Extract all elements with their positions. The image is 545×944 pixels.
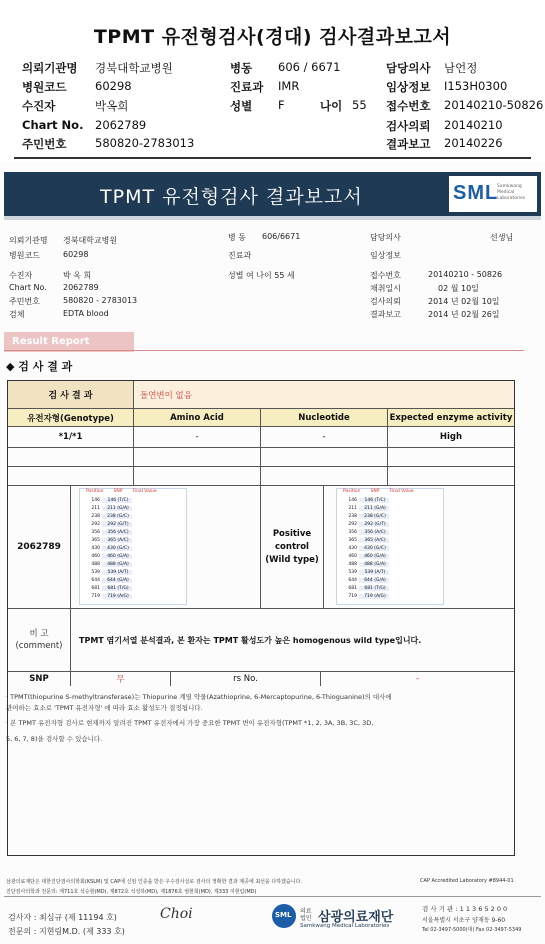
col-nucleotide: Nucleotide — [261, 409, 388, 426]
table-row — [8, 467, 514, 486]
scan-ward-label: 병 동 — [228, 233, 246, 242]
lab-address: 서울특별시 서초구 양재동 9-60 — [422, 917, 506, 924]
result-report-tab: Result Report — [4, 332, 134, 352]
sequence-cell: 644 (G/A) — [359, 578, 389, 583]
sequence-cell: 292 — [348, 521, 357, 527]
scan-specimen-value: EDTA blood — [63, 309, 109, 318]
sequence-cell: 539 (A/T) — [359, 570, 389, 575]
doctor-label: 담당의사 — [386, 61, 431, 75]
scan-request-value: 2014 년 02월 10일 — [428, 297, 500, 306]
footer-certification: 삼광의료재단은 대한진단검사의학회(KSLM) 및 CAP에 신임 인증을 받은 우수검사실로 검사의 정확한 결과 제공에 최선을 다하겠습니다. — [6, 879, 302, 885]
scan-ward-value: 606/6671 — [262, 232, 301, 241]
comment-label: 비 고 (comment) — [8, 609, 71, 671]
results-table — [7, 380, 515, 856]
sequence-row-item — [337, 568, 443, 576]
sequence-row-item — [337, 584, 443, 592]
genotype-value: *1/*1 — [8, 427, 134, 447]
note-line: 5, 6, 7, 8)을 검사할 수 있습니다. — [6, 735, 103, 743]
sequence-cell: 211 (G/A) — [359, 506, 389, 511]
sequence-cell: 211 (G/A) — [102, 506, 132, 511]
ward-label: 병동 — [230, 61, 253, 75]
sequence-cell: 238 — [348, 513, 357, 519]
empty-cell — [8, 467, 134, 485]
sequence-row-item — [80, 584, 186, 592]
sequence-panel-header — [80, 489, 186, 496]
sequence-cell: 356 — [348, 529, 357, 535]
footer-physicians: 진단검사의학과 전문의: 제711호 석승현(MD), 제872호 석성하(MD), 제1876호 엄현희(MD), 제333 지현림(MD) — [6, 889, 257, 895]
sequence-cell: 539 — [348, 569, 357, 575]
enzyme-activity-value: High — [439, 432, 463, 442]
sequence-row-item — [80, 496, 186, 504]
sequence-row — [8, 486, 514, 609]
scan-rrn-value: 580820 - 2783013 — [63, 296, 138, 305]
snp-value: 무 — [71, 672, 171, 686]
scan-dept-label: 진료과 — [228, 251, 252, 260]
rs-no-label: rs No. — [171, 672, 321, 686]
sequence-cell: 539 (A/T) — [102, 570, 132, 575]
sequence-cell: 719 — [348, 593, 357, 599]
chart-no-value: 2062789 — [95, 118, 147, 132]
lab-reg-no: 검 사 기 관 : 1 1 3 6 5 2 0 0 — [422, 905, 508, 913]
scan-accession-label: 접수번호 — [370, 271, 401, 280]
sequence-cell: 539 — [91, 569, 100, 575]
rrn-value: 580820-2783013 — [95, 136, 195, 150]
sequence-cell: 146 — [348, 497, 357, 503]
sequence-row-item — [80, 592, 186, 600]
lab-phone: Tel 02-3497-5000(대) Fax 02-3497-5349 — [422, 927, 522, 933]
sequence-header-cell: SNP — [370, 489, 380, 494]
request-date-label: 검사의뢰 — [386, 119, 431, 133]
sex-value: F — [278, 98, 285, 112]
scan-sex-age: 성별 여 나이 55 세 — [228, 271, 295, 280]
sequence-row-item — [80, 504, 186, 512]
sequence-row-item — [337, 520, 443, 528]
sequence-cell: 238 (G/C) — [102, 514, 132, 519]
sequence-cell: 488 — [348, 561, 357, 567]
sequence-cell: 681 — [91, 585, 100, 591]
scan-report-label: 결과보고 — [370, 310, 401, 319]
snp-row — [8, 672, 514, 686]
sample-sequence-panel — [79, 488, 187, 605]
sequence-row-item — [80, 528, 186, 536]
sequence-cell: 211 — [91, 505, 100, 511]
control-sequence-panel — [336, 488, 444, 605]
empty-cell — [388, 448, 514, 466]
sequence-cell: 211 — [348, 505, 357, 511]
scan-code-label: 병원코드 — [9, 251, 40, 260]
scan-collect-label: 채취일시 — [370, 284, 401, 293]
empty-cell — [134, 467, 261, 485]
patient-label: 수진자 — [22, 99, 56, 113]
sequence-cell: 644 — [348, 577, 357, 583]
sequence-cell: 430 (G/C) — [102, 546, 132, 551]
report-date-label: 결과보고 — [386, 137, 431, 151]
sequence-cell: 365 — [348, 537, 357, 543]
hospital-code-label: 병원코드 — [22, 80, 67, 94]
sequence-row-item — [80, 552, 186, 560]
comment-text: TPMT 염기서열 분석결과, 본 환자는 TPMT 활성도가 높은 homogenous wild type입니다. — [79, 635, 422, 645]
samkwang-logo-mark: SML — [275, 911, 292, 919]
sequence-row-item — [80, 520, 186, 528]
sequence-cell: 356 (A/C) — [102, 530, 132, 535]
sequence-cell: 460 (G/A) — [102, 554, 132, 559]
age-value: 55 — [352, 98, 367, 112]
footer-divider — [4, 896, 541, 897]
sequence-cell: 681 — [348, 585, 357, 591]
sequence-row-item — [80, 536, 186, 544]
scanned-report — [0, 162, 545, 944]
scan-report-value: 2014 년 02월 26일 — [428, 310, 500, 319]
sequence-header-cell: SNP — [113, 489, 123, 494]
scan-code-value: 60298 — [63, 250, 89, 259]
sequence-cell: 681 (T/G) — [359, 586, 389, 591]
rs-no-value: - — [415, 674, 420, 684]
scan-doctor-value: 선생님 — [490, 233, 514, 242]
note-line: · 본 TPMT 유전자형 검사로 현재까지 알려진 TPMT 유전자에서 가장 중요한 TPMT 변이 유전자형(TPMT *1, 2, 3A, 3B, 3C, 3D, — [6, 719, 374, 727]
clinical-info-value: I153H0300 — [444, 79, 508, 93]
sex-label: 성별 — [230, 99, 253, 113]
chart-no-label: Chart No. — [22, 118, 84, 132]
sml-logo-subtitle: Samkwang Medical Laboratories — [497, 184, 526, 201]
scan-rrn-label: 주민번호 — [9, 297, 40, 306]
empty-cell — [261, 467, 388, 485]
sequence-panel-header — [337, 489, 443, 496]
confirmer: 전문의 : 지현림M.D. (제 333 호) — [8, 927, 125, 936]
page-title: TPMT 유전형검사(경대) 검사결과보고서 — [93, 26, 452, 48]
section-title: ◆ 검 사 결 과 — [6, 360, 73, 373]
clinical-info-label: 임상정보 — [386, 80, 431, 94]
sequence-cell: 146 — [91, 497, 100, 503]
result-label: 검 사 결 과 — [8, 381, 134, 408]
note-line: 관여하는 효소로 'TPMT 유전자형' 에 따라 효소 활성도가 결정됩니다. — [6, 704, 203, 712]
amino-acid-value: - — [134, 427, 261, 447]
sequence-row-item — [337, 536, 443, 544]
report-banner — [4, 172, 541, 220]
table-header-row — [8, 409, 514, 427]
sequence-row-item — [337, 528, 443, 536]
sml-logo: SML — [453, 182, 499, 204]
sequence-header-cell: Position — [343, 489, 361, 494]
positive-control-label: Positive control (Wild type) — [261, 486, 324, 608]
nucleotide-value: - — [261, 427, 388, 447]
sequence-header-cell: Final Value — [389, 489, 414, 494]
sml-logo-box — [449, 176, 537, 212]
sequence-cell: 488 (G/A) — [359, 562, 389, 567]
sequence-cell: 292 — [91, 521, 100, 527]
sequence-header-cell: Position — [86, 489, 104, 494]
note-line: · TPMT(thiopurine S-methyltransferase)는 Thiopurine 계열 약물(Azathioprine, 6-Mercaptopurine, 6-Thioguanine)의 대사에 — [6, 693, 392, 701]
patient-value: 박옥희 — [95, 99, 129, 113]
empty-cell — [388, 467, 514, 485]
empty-cell — [134, 448, 261, 466]
sequence-cell: 365 (A/C) — [359, 538, 389, 543]
hospital-value: 경북대학교병원 — [95, 61, 173, 75]
result-value: 돌연변이 없음 — [134, 381, 514, 408]
sequence-row-item — [80, 512, 186, 520]
empty-cell — [8, 448, 134, 466]
scan-accession-value: 20140210 - 50826 — [428, 270, 503, 279]
scan-hospital-value: 경북대학교병원 — [63, 236, 118, 245]
control-sequence-cell — [324, 486, 514, 608]
sequence-row-item — [80, 560, 186, 568]
sequence-row-item — [80, 576, 186, 584]
org-prefix: 의료 법인 — [300, 908, 312, 922]
sample-id: 2062789 — [8, 486, 71, 608]
sequence-cell: 719 (A/G) — [102, 594, 132, 599]
table-row — [8, 448, 514, 467]
col-amino-acid: Amino Acid — [134, 409, 261, 426]
sequence-row-item — [337, 504, 443, 512]
header-divider — [14, 157, 531, 159]
scan-patient-label: 수진자 — [9, 271, 33, 280]
col-genotype: 유전자형(Genotype) — [8, 409, 134, 426]
report-banner-title: TPMT 유전형검사 결과보고서 — [100, 186, 363, 208]
sequence-cell: 292 (G/T) — [102, 522, 132, 527]
sequence-row-item — [337, 560, 443, 568]
scan-clinical-label: 임상정보 — [370, 251, 401, 260]
age-label: 나이 — [320, 99, 343, 113]
sequence-cell: 460 — [91, 553, 100, 559]
org-name-en: Samkwang Medical Laboratories — [300, 923, 390, 929]
examiner: 검사자 : 최심규 (제 11194 호) — [8, 913, 117, 922]
sequence-cell: 644 (G/A) — [102, 578, 132, 583]
sequence-cell: 430 — [348, 545, 357, 551]
sequence-cell: 430 (G/C) — [359, 546, 389, 551]
sequence-cell: 644 — [91, 577, 100, 583]
sequence-row-item — [337, 552, 443, 560]
ward-value: 606 / 6671 — [278, 60, 341, 74]
sequence-cell: 356 (A/C) — [359, 530, 389, 535]
sequence-row-item — [80, 568, 186, 576]
sequence-cell: 460 (G/A) — [359, 554, 389, 559]
accession-label: 접수번호 — [386, 99, 431, 113]
sequence-cell: 719 — [91, 593, 100, 599]
doctor-value: 남언정 — [444, 61, 478, 75]
hospital-label: 의뢰기관명 — [22, 61, 78, 75]
sequence-row-item — [337, 592, 443, 600]
request-date-value: 20140210 — [444, 118, 503, 132]
scan-request-label: 검사의뢰 — [370, 297, 401, 306]
sequence-cell: 365 (A/C) — [102, 538, 132, 543]
report-date-value: 20140226 — [444, 136, 503, 150]
org-name: 삼광의료재단 — [318, 910, 394, 925]
scan-doctor-label: 담당의사 — [370, 233, 401, 242]
samkwang-logo-icon — [272, 904, 296, 928]
dept-label: 진료과 — [230, 80, 264, 94]
scan-chart-label: Chart No. — [9, 283, 47, 292]
sequence-cell: 460 — [348, 553, 357, 559]
sequence-cell: 238 (G/C) — [359, 514, 389, 519]
dept-value: IMR — [278, 79, 300, 93]
sequence-cell: 488 — [91, 561, 100, 567]
snp-label: SNP — [8, 672, 71, 686]
sequence-header-cell: Final Value — [132, 489, 157, 494]
sequence-cell: 719 (A/G) — [359, 594, 389, 599]
sequence-cell: 356 — [91, 529, 100, 535]
comment-row — [8, 609, 514, 672]
sequence-cell: 430 — [91, 545, 100, 551]
sequence-cell: 365 — [91, 537, 100, 543]
scan-hospital-label: 의뢰기관명 — [9, 236, 48, 245]
scan-chart-value: 2062789 — [63, 283, 99, 292]
sequence-row-item — [337, 496, 443, 504]
empty-cell — [261, 448, 388, 466]
result-summary-row — [8, 381, 514, 409]
rrn-label: 주민번호 — [22, 137, 67, 151]
sequence-row-item — [80, 544, 186, 552]
col-enzyme-activity: Expected enzyme activity — [389, 412, 513, 423]
sequence-cell: 238 — [91, 513, 100, 519]
sequence-row-item — [337, 544, 443, 552]
sequence-row-item — [337, 576, 443, 584]
signature: Choi — [160, 906, 193, 922]
sequence-cell: 292 (G/T) — [359, 522, 389, 527]
sequence-cell: 681 (T/G) — [102, 586, 132, 591]
sequence-cell: 146 (T/C) — [102, 498, 132, 503]
sequence-cell: 146 (T/C) — [359, 498, 389, 503]
hospital-code-value: 60298 — [95, 79, 132, 93]
sequence-cell: 488 (G/A) — [102, 562, 132, 567]
scan-specimen-label: 검체 — [9, 310, 25, 319]
scan-patient-value: 박 옥 희 — [63, 271, 92, 280]
result-divider — [4, 350, 524, 351]
sequence-row-item — [337, 512, 443, 520]
table-row — [8, 427, 514, 448]
cap-accreditation: CAP Accredited Laboratory #8944-01 — [420, 878, 514, 884]
accession-value: 20140210-50826 — [444, 98, 544, 112]
sample-sequence-cell — [71, 486, 261, 608]
scan-collect-value: 02 월 10일 — [438, 284, 479, 293]
